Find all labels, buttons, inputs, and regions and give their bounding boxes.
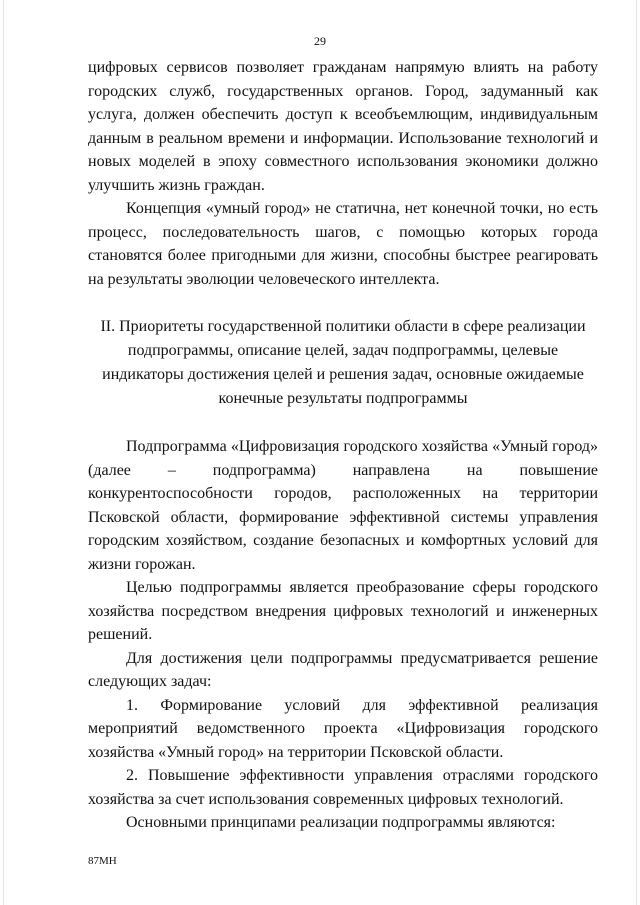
footer-code: 87МН xyxy=(88,855,117,867)
document-body xyxy=(88,56,598,835)
page-number: 29 xyxy=(314,34,326,48)
list-item-2: 2. Повышение эффективности управления отраслями городского хозяйства за счет использования современных цифровых технологий. xyxy=(88,767,598,808)
section-heading: II. Приоритеты государственной политики области в сфере реализации подпрограммы, описание целей, задач подпрограммы, целевые индикаторы достижения целей и решения задач, основные ожидаемые конечные результаты подпрограммы xyxy=(100,318,586,407)
scan-edge-right xyxy=(636,0,637,905)
paragraph-3: Подпрограмма «Цифровизация городского хозяйства «Умный город» (далее – подпрограмма) направлена на повышение конкурентоспособности городов, расположенных на территории Псковской области, формирование эффективной системы управления городским хозяйством, создание безопасных и комфортных условий для жизни горожан. xyxy=(88,438,598,573)
scan-edge-left xyxy=(3,0,4,905)
paragraph-4: Целью подпрограммы является преобразование сферы городского хозяйства посредством внедрения цифровых технологий и инженерных решений. xyxy=(88,579,598,643)
list-item-1: 1. Формирование условий для эффективной реализация мероприятий ведомственного проекта «Цифровизация городского хозяйства «Умный город» на территории Псковской области. xyxy=(88,696,598,761)
paragraph-2: Концепция «умный город» не статична, нет конечной точки, но есть процесс, последовательность шагов, с помощью которых города становятся более пригодными для жизни, способны быстрее реагировать на результаты эволюции человеческого интеллекта. xyxy=(88,200,598,288)
paragraph-1: цифровых сервисов позволяет гражданам напрямую влиять на работу городских служб, государственных органов. Город, задуманный как услуга, должен обеспечить доступ к всеобъемлющим, индивидуальным данным в реальном времени и информации. Использование технологий и новых моделей в эпоху совместного использования экономики должно улучшить жизнь граждан. xyxy=(88,59,598,194)
paragraph-5: Для достижения цели подпрограммы предусматривается решение следующих задач: xyxy=(88,649,598,690)
paragraph-8: Основными принципами реализации подпрограммы являются: xyxy=(126,814,556,831)
